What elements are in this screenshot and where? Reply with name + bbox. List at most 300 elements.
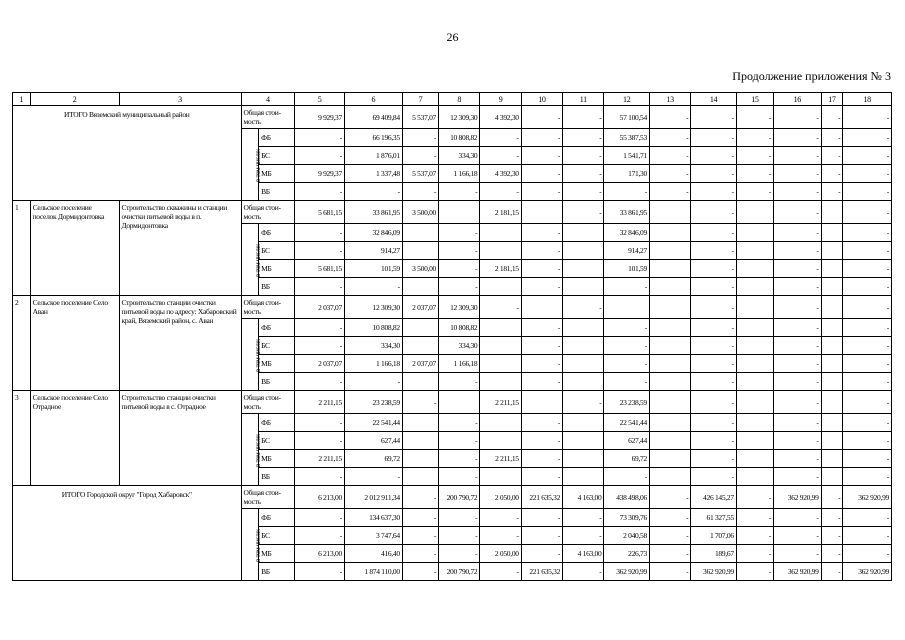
value-cell: -: [691, 242, 737, 260]
fund-source-label: БС: [259, 432, 295, 450]
value-cell: -: [604, 355, 650, 373]
value-cell: -: [521, 432, 562, 450]
value-cell: 438 498,06: [604, 486, 650, 509]
value-cell: [649, 450, 690, 468]
value-cell: [480, 278, 521, 296]
value-cell: -: [521, 242, 562, 260]
value-cell: [821, 337, 843, 355]
value-cell: -: [821, 563, 843, 581]
value-cell: [649, 278, 690, 296]
vertical-label-cell: [241, 509, 262, 581]
value-cell: -: [821, 106, 843, 129]
value-cell: -: [480, 183, 521, 201]
value-cell: 627,44: [604, 432, 650, 450]
header-cell: 17: [821, 93, 843, 106]
value-cell: -: [295, 183, 345, 201]
value-cell: -: [843, 260, 892, 278]
row-number: 2: [13, 296, 31, 391]
value-cell: 334,30: [439, 337, 480, 355]
value-cell: -: [521, 224, 562, 242]
value-cell: [736, 391, 773, 414]
value-cell: -: [295, 527, 345, 545]
section-general-row: [13, 391, 892, 414]
value-cell: -: [521, 337, 562, 355]
value-cell: -: [774, 355, 822, 373]
value-cell: [480, 224, 521, 242]
value-cell: [439, 201, 480, 224]
value-cell: -: [521, 509, 562, 527]
value-cell: [821, 260, 843, 278]
fund-source-label: ФБ: [259, 414, 295, 432]
value-cell: 10 808,82: [439, 129, 480, 147]
settlement-name: Сельское поселение Село Отрадное: [30, 391, 119, 486]
value-cell: [736, 373, 773, 391]
value-cell: 66 196,35: [344, 129, 402, 147]
value-cell: [821, 414, 843, 432]
value-cell: -: [521, 527, 562, 545]
value-cell: -: [604, 468, 650, 486]
value-cell: -: [439, 468, 480, 486]
header-cell: 5: [295, 93, 345, 106]
value-cell: -: [774, 183, 822, 201]
value-cell: -: [843, 319, 892, 337]
value-cell: [821, 373, 843, 391]
value-cell: -: [295, 509, 345, 527]
value-cell: -: [691, 201, 737, 224]
value-cell: -: [843, 242, 892, 260]
value-cell: 1 166,18: [344, 355, 402, 373]
value-cell: -: [604, 278, 650, 296]
value-cell: -: [439, 242, 480, 260]
value-cell: -: [439, 183, 480, 201]
value-cell: [563, 373, 604, 391]
value-cell: 221 635,32: [521, 563, 562, 581]
header-cell: 3: [119, 93, 241, 106]
value-cell: [480, 319, 521, 337]
value-cell: 5 681,15: [295, 201, 345, 224]
value-cell: [649, 468, 690, 486]
value-cell: [821, 391, 843, 414]
value-cell: [649, 391, 690, 414]
value-cell: -: [402, 147, 438, 165]
value-cell: 416,40: [344, 545, 402, 563]
value-cell: [439, 391, 480, 414]
value-cell: -: [344, 183, 402, 201]
value-cell: -: [691, 373, 737, 391]
value-cell: -: [821, 527, 843, 545]
value-cell: -: [821, 545, 843, 563]
value-cell: -: [774, 242, 822, 260]
value-cell: 32 846,09: [344, 224, 402, 242]
value-cell: -: [295, 468, 345, 486]
value-cell: -: [439, 432, 480, 450]
value-cell: 22 541,44: [604, 414, 650, 432]
vertical-label: в том числе:: [253, 243, 262, 277]
value-cell: -: [774, 373, 822, 391]
value-cell: [402, 432, 438, 450]
value-cell: [649, 224, 690, 242]
value-cell: 1 337,48: [344, 165, 402, 183]
value-cell: [736, 201, 773, 224]
value-cell: -: [521, 468, 562, 486]
value-cell: -: [691, 278, 737, 296]
value-cell: 334,30: [344, 337, 402, 355]
value-cell: [604, 296, 650, 319]
header-cell: 7: [402, 93, 438, 106]
value-cell: 2 211,15: [295, 391, 345, 414]
value-cell: -: [344, 468, 402, 486]
vertical-label: в том числе:: [253, 528, 262, 562]
value-cell: 5 681,15: [295, 260, 345, 278]
value-cell: [736, 224, 773, 242]
value-cell: -: [691, 183, 737, 201]
header-cell: 13: [649, 93, 690, 106]
value-cell: [736, 260, 773, 278]
value-cell: [480, 373, 521, 391]
header-cell: 15: [736, 93, 773, 106]
value-cell: -: [649, 129, 690, 147]
value-cell: -: [563, 563, 604, 581]
value-cell: [736, 296, 773, 319]
value-cell: -: [480, 129, 521, 147]
value-cell: -: [521, 129, 562, 147]
vertical-label: в том числе:: [253, 338, 262, 372]
value-cell: 362 920,99: [843, 563, 892, 581]
continuation-title: Продолжение приложения № 3: [732, 69, 891, 83]
value-cell: -: [843, 450, 892, 468]
value-cell: -: [774, 432, 822, 450]
value-cell: [736, 355, 773, 373]
value-cell: 362 920,99: [604, 563, 650, 581]
value-cell: 627,44: [344, 432, 402, 450]
value-cell: -: [843, 355, 892, 373]
value-cell: [649, 319, 690, 337]
value-cell: 1 166,18: [439, 165, 480, 183]
value-cell: 9 929,37: [295, 106, 345, 129]
header-cell: 1: [13, 93, 31, 106]
value-cell: -: [821, 509, 843, 527]
value-cell: -: [563, 147, 604, 165]
fund-source-label: МБ: [259, 545, 295, 563]
value-cell: -: [774, 319, 822, 337]
value-cell: [821, 242, 843, 260]
value-cell: [821, 432, 843, 450]
value-cell: -: [774, 129, 822, 147]
section-title: ИТОГО Городской округ "Город Хабаровск": [13, 486, 242, 581]
value-cell: -: [774, 545, 822, 563]
value-cell: -: [774, 278, 822, 296]
value-cell: 2 037,07: [402, 355, 438, 373]
value-cell: -: [402, 563, 438, 581]
value-cell: [563, 468, 604, 486]
general-cost-label: Общая стои- мость: [241, 201, 295, 224]
value-cell: -: [843, 147, 892, 165]
value-cell: 1 874 110,00: [344, 563, 402, 581]
value-cell: -: [295, 414, 345, 432]
fund-source-label: ВБ: [259, 183, 295, 201]
value-cell: -: [774, 468, 822, 486]
value-cell: [649, 355, 690, 373]
value-cell: 200 790,72: [439, 486, 480, 509]
settlement-name: Сельское поселение поселок Дормидонтовка: [30, 201, 119, 296]
value-cell: -: [521, 165, 562, 183]
value-cell: [402, 468, 438, 486]
value-cell: 9 929,37: [295, 165, 345, 183]
value-cell: -: [295, 373, 345, 391]
section-title: ИТОГО Вяземский муниципальный район: [13, 106, 242, 201]
value-cell: -: [295, 129, 345, 147]
value-cell: -: [563, 296, 604, 319]
value-cell: [649, 296, 690, 319]
value-cell: -: [563, 183, 604, 201]
value-cell: -: [774, 509, 822, 527]
value-cell: -: [691, 147, 737, 165]
value-cell: 6 213,00: [295, 486, 345, 509]
value-cell: -: [774, 165, 822, 183]
header-cell: 9: [480, 93, 521, 106]
value-cell: -: [649, 563, 690, 581]
value-cell: -: [480, 147, 521, 165]
value-cell: [402, 337, 438, 355]
value-cell: 1 166,18: [439, 355, 480, 373]
value-cell: [563, 224, 604, 242]
value-cell: -: [736, 183, 773, 201]
value-cell: -: [736, 545, 773, 563]
fund-source-label: ВБ: [259, 563, 295, 581]
fund-source-label: ФБ: [259, 319, 295, 337]
value-cell: 6 213,00: [295, 545, 345, 563]
value-cell: -: [649, 183, 690, 201]
value-cell: -: [821, 129, 843, 147]
value-cell: -: [691, 260, 737, 278]
value-cell: -: [843, 278, 892, 296]
value-cell: -: [736, 147, 773, 165]
value-cell: 69,72: [344, 450, 402, 468]
fund-source-label: ВБ: [259, 468, 295, 486]
value-cell: -: [521, 147, 562, 165]
value-cell: -: [521, 355, 562, 373]
value-cell: -: [691, 432, 737, 450]
section-general-row: [13, 201, 892, 224]
value-cell: [821, 319, 843, 337]
value-cell: 2 037,07: [295, 355, 345, 373]
value-cell: -: [736, 527, 773, 545]
vertical-label-cell: [241, 129, 262, 201]
value-cell: -: [649, 106, 690, 129]
value-cell: 10 808,82: [344, 319, 402, 337]
value-cell: -: [604, 319, 650, 337]
value-cell: -: [439, 414, 480, 432]
value-cell: [736, 450, 773, 468]
value-cell: -: [563, 391, 604, 414]
value-cell: [821, 201, 843, 224]
value-cell: [402, 373, 438, 391]
settlement-name: Сельское поселение Село Аван: [30, 296, 119, 391]
value-cell: -: [843, 224, 892, 242]
value-cell: -: [691, 296, 737, 319]
value-cell: [563, 355, 604, 373]
value-cell: -: [563, 201, 604, 224]
fund-source-label: БС: [259, 337, 295, 355]
value-cell: [521, 201, 562, 224]
value-cell: -: [843, 183, 892, 201]
value-cell: -: [843, 373, 892, 391]
value-cell: -: [402, 509, 438, 527]
value-cell: [402, 450, 438, 468]
value-cell: -: [691, 391, 737, 414]
value-cell: [521, 296, 562, 319]
value-cell: -: [402, 183, 438, 201]
value-cell: -: [480, 527, 521, 545]
value-cell: [480, 242, 521, 260]
value-cell: 73 309,76: [604, 509, 650, 527]
value-cell: 362 920,99: [774, 563, 822, 581]
value-cell: -: [521, 106, 562, 129]
value-cell: -: [439, 527, 480, 545]
value-cell: 3 500,00: [402, 201, 438, 224]
value-cell: -: [521, 373, 562, 391]
project-description: Строительство станции очистки питьевой воды по адресу: Хабаровский край, Вяземский район, с. Аван: [119, 296, 241, 391]
general-cost-label: Общая стои- мость: [241, 106, 295, 129]
value-cell: -: [295, 563, 345, 581]
value-cell: 4 163,00: [563, 486, 604, 509]
fund-source-label: БС: [259, 242, 295, 260]
header-cell: 14: [691, 93, 737, 106]
value-cell: -: [691, 106, 737, 129]
value-cell: -: [480, 296, 521, 319]
value-cell: [563, 260, 604, 278]
value-cell: [480, 337, 521, 355]
header-row: [13, 93, 892, 106]
value-cell: -: [774, 106, 822, 129]
value-cell: 1 707,06: [691, 527, 737, 545]
value-cell: -: [691, 414, 737, 432]
value-cell: [563, 319, 604, 337]
value-cell: [736, 337, 773, 355]
value-cell: -: [563, 165, 604, 183]
value-cell: [821, 355, 843, 373]
fund-source-label: ФБ: [259, 224, 295, 242]
fund-source-label: БС: [259, 147, 295, 165]
value-cell: 2 037,07: [402, 296, 438, 319]
fund-source-label: МБ: [259, 260, 295, 278]
value-cell: [821, 296, 843, 319]
value-cell: -: [521, 260, 562, 278]
value-cell: -: [480, 509, 521, 527]
value-cell: -: [774, 224, 822, 242]
value-cell: -: [691, 337, 737, 355]
value-cell: -: [691, 319, 737, 337]
value-cell: -: [295, 147, 345, 165]
value-cell: [736, 278, 773, 296]
header-cell: 8: [439, 93, 480, 106]
value-cell: 2 211,15: [480, 391, 521, 414]
value-cell: -: [649, 147, 690, 165]
value-cell: [821, 450, 843, 468]
value-cell: 61 327,55: [691, 509, 737, 527]
value-cell: -: [439, 260, 480, 278]
value-cell: 1 876,01: [344, 147, 402, 165]
value-cell: -: [521, 319, 562, 337]
project-description: Строительство станции очистки питьевой воды в с. Отрадное: [119, 391, 241, 486]
value-cell: -: [344, 278, 402, 296]
value-cell: -: [843, 414, 892, 432]
value-cell: -: [843, 545, 892, 563]
value-cell: -: [521, 183, 562, 201]
value-cell: -: [295, 432, 345, 450]
value-cell: 221 635,32: [521, 486, 562, 509]
value-cell: 362 920,99: [843, 486, 892, 509]
value-cell: 33 861,95: [344, 201, 402, 224]
value-cell: 69 409,84: [344, 106, 402, 129]
value-cell: 914,27: [344, 242, 402, 260]
vertical-label-cell: [241, 319, 262, 391]
value-cell: 189,67: [691, 545, 737, 563]
value-cell: 4 163,00: [563, 545, 604, 563]
value-cell: 200 790,72: [439, 563, 480, 581]
value-cell: 4 392,30: [480, 165, 521, 183]
value-cell: -: [736, 129, 773, 147]
value-cell: 2 012 911,34: [344, 486, 402, 509]
value-cell: [649, 260, 690, 278]
value-cell: -: [521, 414, 562, 432]
value-cell: 101,59: [344, 260, 402, 278]
value-cell: 12 309,30: [439, 106, 480, 129]
fund-source-label: ВБ: [259, 373, 295, 391]
value-cell: -: [774, 337, 822, 355]
header-cell: 16: [774, 93, 822, 106]
value-cell: -: [691, 450, 737, 468]
row-number: 1: [13, 201, 31, 296]
value-cell: -: [480, 563, 521, 581]
section-general-row: [13, 106, 892, 129]
value-cell: [649, 337, 690, 355]
value-cell: -: [736, 165, 773, 183]
value-cell: -: [604, 373, 650, 391]
value-cell: -: [843, 337, 892, 355]
value-cell: -: [774, 201, 822, 224]
value-cell: -: [344, 373, 402, 391]
value-cell: [649, 414, 690, 432]
value-cell: -: [774, 147, 822, 165]
value-cell: -: [439, 450, 480, 468]
value-cell: [402, 224, 438, 242]
value-cell: -: [843, 129, 892, 147]
value-cell: 2 181,15: [480, 201, 521, 224]
header-cell: 18: [843, 93, 892, 106]
value-cell: -: [821, 183, 843, 201]
value-cell: -: [774, 527, 822, 545]
value-cell: -: [402, 129, 438, 147]
value-cell: [821, 224, 843, 242]
header-cell: 2: [30, 93, 119, 106]
value-cell: -: [649, 545, 690, 563]
value-cell: 362 920,99: [774, 486, 822, 509]
general-cost-label: Общая стои- мость: [241, 486, 295, 509]
value-cell: 226,73: [604, 545, 650, 563]
value-cell: -: [649, 165, 690, 183]
value-cell: 23 238,59: [344, 391, 402, 414]
project-description: Строительство скважины и станции очистки питьевой воды в п. Дормидонтовка: [119, 201, 241, 296]
value-cell: -: [843, 165, 892, 183]
value-cell: -: [649, 486, 690, 509]
value-cell: 4 392,30: [480, 106, 521, 129]
value-cell: -: [563, 106, 604, 129]
value-cell: -: [736, 563, 773, 581]
value-cell: [563, 450, 604, 468]
header-cell: 10: [521, 93, 562, 106]
header-cell: 6: [344, 93, 402, 106]
